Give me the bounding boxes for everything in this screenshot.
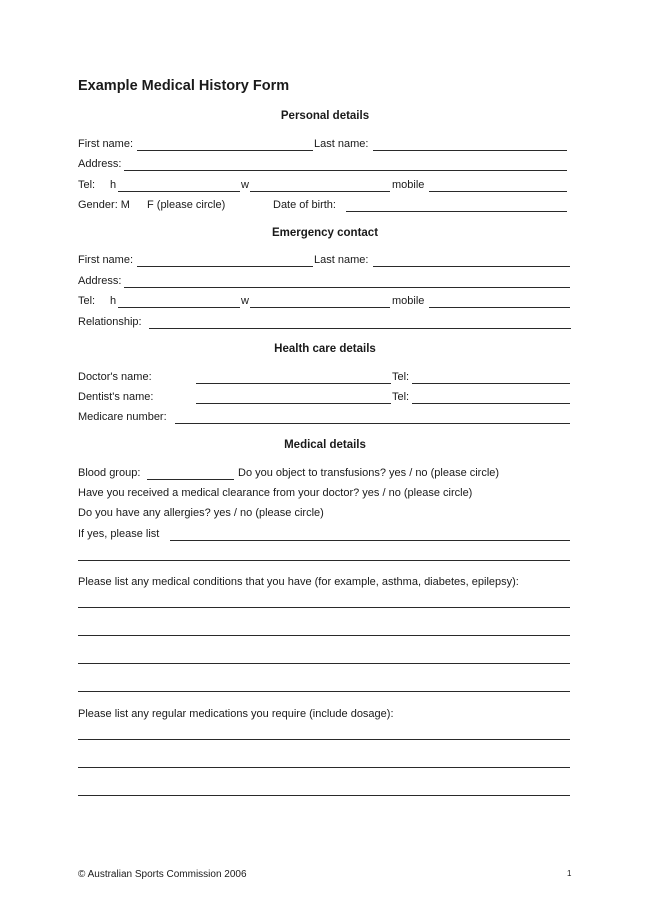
emergency-contact-heading: Emergency contact — [271, 227, 379, 239]
personal-mobile-label: mobile — [392, 179, 425, 191]
personal-gender-label: Gender: M — [78, 199, 130, 211]
doctor-name-field[interactable] — [196, 383, 391, 384]
personal-last-name-label: Last name: — [314, 138, 369, 150]
emergency-last-name-label: Last name: — [314, 254, 369, 266]
allergies-list-field-2[interactable] — [78, 560, 570, 561]
personal-tel-home-field[interactable] — [118, 191, 240, 192]
clearance-question[interactable]: Have you received a medical clearance from your doctor? yes / no (please circle) — [78, 487, 473, 499]
medicare-number-field[interactable] — [175, 423, 570, 424]
personal-address-label: Address: — [78, 158, 122, 170]
personal-tel-work-field[interactable] — [250, 191, 390, 192]
personal-tel-work-label: w — [241, 179, 249, 191]
personal-first-name-label: First name: — [78, 138, 134, 150]
copyright-footer: © Australian Sports Commission 2006 — [78, 869, 247, 880]
personal-address-field[interactable] — [124, 170, 567, 171]
personal-dob-field[interactable] — [346, 211, 567, 212]
emergency-address-label: Address: — [78, 275, 122, 287]
allergies-list-label: If yes, please list — [78, 528, 160, 540]
personal-first-name-field[interactable] — [137, 150, 313, 151]
blood-group-label: Blood group: — [78, 467, 141, 479]
conditions-field-3[interactable] — [78, 663, 570, 664]
dentist-name-label: Dentist's name: — [78, 391, 154, 403]
personal-last-name-field[interactable] — [373, 150, 567, 151]
emergency-tel-home-field[interactable] — [118, 307, 240, 308]
conditions-field-1[interactable] — [78, 607, 570, 608]
emergency-relationship-label: Relationship: — [78, 316, 142, 328]
emergency-address-field[interactable] — [124, 287, 570, 288]
conditions-field-2[interactable] — [78, 635, 570, 636]
page-number: 1 — [567, 869, 572, 878]
doctor-tel-label: Tel: — [392, 371, 410, 383]
personal-mobile-field[interactable] — [429, 191, 567, 192]
medications-field-3[interactable] — [78, 795, 570, 796]
emergency-first-name-field[interactable] — [137, 266, 313, 267]
medications-field-2[interactable] — [78, 767, 570, 768]
conditions-label: Please list any medical conditions that you have (for example, asthma, diabetes, epilepsy): — [78, 576, 519, 588]
personal-tel-home-label: h — [110, 179, 117, 191]
form-title: Example Medical History Form — [78, 78, 290, 94]
medications-field-1[interactable] — [78, 739, 570, 740]
dentist-tel-field[interactable] — [412, 403, 570, 404]
emergency-tel-home-label: h — [110, 295, 117, 307]
emergency-last-name-field[interactable] — [373, 266, 570, 267]
emergency-mobile-label: mobile — [392, 295, 425, 307]
allergies-question[interactable]: Do you have any allergies? yes / no (please circle) — [78, 507, 324, 519]
personal-tel-label: Tel: — [78, 179, 96, 191]
emergency-tel-label: Tel: — [78, 295, 96, 307]
dentist-name-field[interactable] — [196, 403, 391, 404]
emergency-first-name-label: First name: — [78, 254, 134, 266]
medicare-number-label: Medicare number: — [78, 411, 167, 423]
emergency-tel-work-field[interactable] — [250, 307, 390, 308]
doctor-tel-field[interactable] — [412, 383, 570, 384]
blood-group-field[interactable] — [147, 479, 234, 480]
medications-label: Please list any regular medications you require (include dosage): — [78, 708, 394, 720]
transfusions-question[interactable]: Do you object to transfusions? yes / no (please circle) — [238, 467, 500, 479]
emergency-mobile-field[interactable] — [429, 307, 570, 308]
personal-dob-label: Date of birth: — [273, 199, 336, 211]
personal-details-heading: Personal details — [280, 110, 370, 122]
personal-gender-female-label: F (please circle) — [147, 199, 226, 211]
emergency-tel-work-label: w — [241, 295, 249, 307]
medical-details-heading: Medical details — [284, 439, 366, 451]
emergency-relationship-field[interactable] — [149, 328, 571, 329]
allergies-list-field[interactable] — [170, 540, 570, 541]
conditions-field-4[interactable] — [78, 691, 570, 692]
health-care-heading: Health care details — [274, 343, 376, 355]
doctor-name-label: Doctor's name: — [78, 371, 152, 383]
dentist-tel-label: Tel: — [392, 391, 410, 403]
